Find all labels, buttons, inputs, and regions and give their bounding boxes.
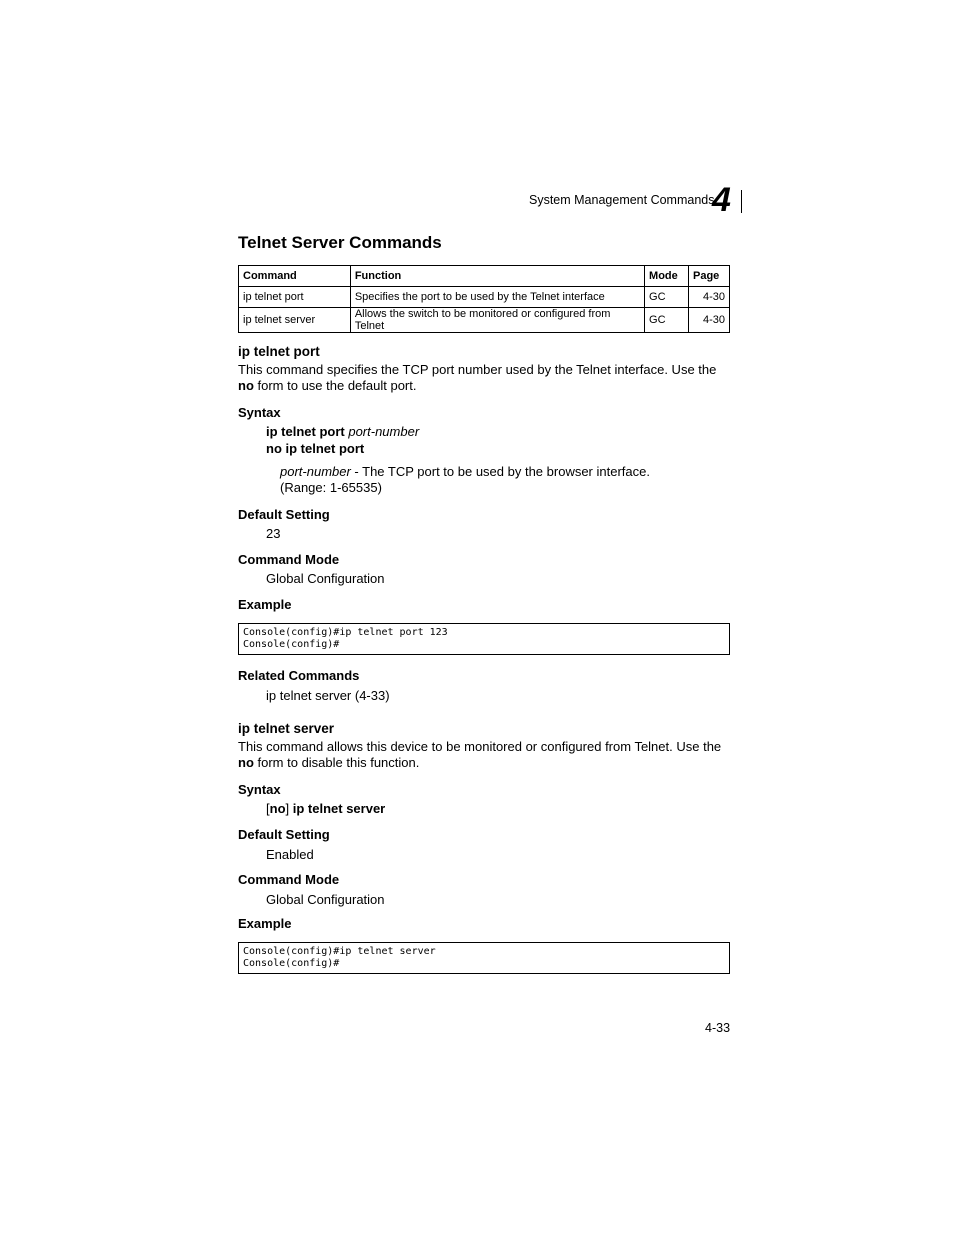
cmd1-syntax-param: port-number (348, 424, 420, 439)
cmd1-desc-text: This command specifies the TCP port number used by the Telnet interface. Use the (238, 362, 717, 377)
table-header-row (239, 266, 730, 287)
cmd1-mode-value: Global Configuration (266, 571, 385, 586)
running-header: System Management Commands (529, 193, 715, 207)
cmd2-syntax-no: no (269, 801, 286, 816)
chapter-rule (741, 190, 742, 213)
cmd1-syntax-command: ip telnet port (266, 424, 345, 439)
cmd1-related-heading: Related Commands (238, 668, 360, 683)
cmd1-desc-text-2: form to use the default port. (253, 378, 417, 393)
cmd2-desc-text-2: form to disable this function. (253, 755, 420, 770)
cmd1-param-text: - The TCP port to be used by the browser interface. (350, 464, 650, 479)
command-table (238, 265, 730, 333)
cmd1-param-range: (Range: 1-65535) (280, 480, 382, 495)
table-cell: 4-30 (689, 287, 730, 308)
table-row (239, 308, 730, 333)
page-number: 4-33 (705, 1021, 731, 1035)
cmd2-desc-text: This command allows this device to be monitored or configured from Telnet. Use the (238, 739, 722, 754)
code-line: Console(config)# (243, 958, 340, 969)
cmd2-description (238, 739, 730, 771)
cmd2-mode-heading: Command Mode (238, 872, 340, 887)
cmd2-syntax-line (266, 801, 385, 816)
cmd1-syntax-line1 (266, 424, 419, 439)
code-line: Console(config)#ip telnet server (243, 946, 436, 957)
cmd2-default-value: Enabled (266, 847, 314, 862)
table-header-cell: Command (239, 266, 351, 287)
cmd1-syntax-line2: no ip telnet port (266, 441, 365, 456)
cmd2-mode-value: Global Configuration (266, 892, 385, 907)
cmd2-desc-no: no (238, 755, 254, 770)
cmd2-example-heading: Example (238, 916, 292, 931)
cmd1-param-desc (280, 464, 730, 496)
table-cell: GC (645, 287, 689, 308)
cmd2-syntax-open: [ (266, 801, 270, 816)
cmd2-syntax-close: ] (285, 801, 293, 816)
table-cell: Allows the switch to be monitored or configured from Telnet (350, 308, 644, 333)
cmd1-default-heading: Default Setting (238, 507, 330, 522)
table-row (239, 287, 730, 308)
cmd1-default-value: 23 (266, 526, 281, 541)
cmd1-related-value: ip telnet server (4-33) (266, 688, 390, 703)
cmd1-description (238, 362, 730, 394)
cmd1-param-name: port-number (280, 464, 351, 479)
cmd1-syntax-heading: Syntax (238, 405, 281, 420)
code-line: Console(config)# (243, 639, 340, 650)
table-header-cell: Function (350, 266, 644, 287)
section-title: Telnet Server Commands (238, 233, 442, 252)
table-header-cell: Page (689, 266, 730, 287)
code-line: Console(config)#ip telnet port 123 (243, 627, 448, 638)
table-cell: ip telnet server (239, 308, 351, 333)
table-cell: GC (645, 308, 689, 333)
cmd1-mode-heading: Command Mode (238, 552, 340, 567)
table-header-cell: Mode (645, 266, 689, 287)
table-cell: 4-30 (689, 308, 730, 333)
cmd1-example-code (238, 623, 730, 655)
cmd1-title: ip telnet port (238, 344, 320, 359)
cmd2-syntax-heading: Syntax (238, 782, 281, 797)
chapter-number: 4 (712, 181, 731, 219)
cmd1-example-heading: Example (238, 597, 292, 612)
cmd2-example-code (238, 942, 730, 974)
cmd1-desc-no: no (238, 378, 254, 393)
cmd2-syntax-command: ip telnet server (292, 801, 386, 816)
cmd2-title: ip telnet server (238, 721, 335, 736)
table-cell: ip telnet port (239, 287, 351, 308)
table-cell: Specifies the port to be used by the Telnet interface (350, 287, 644, 308)
cmd2-default-heading: Default Setting (238, 827, 330, 842)
